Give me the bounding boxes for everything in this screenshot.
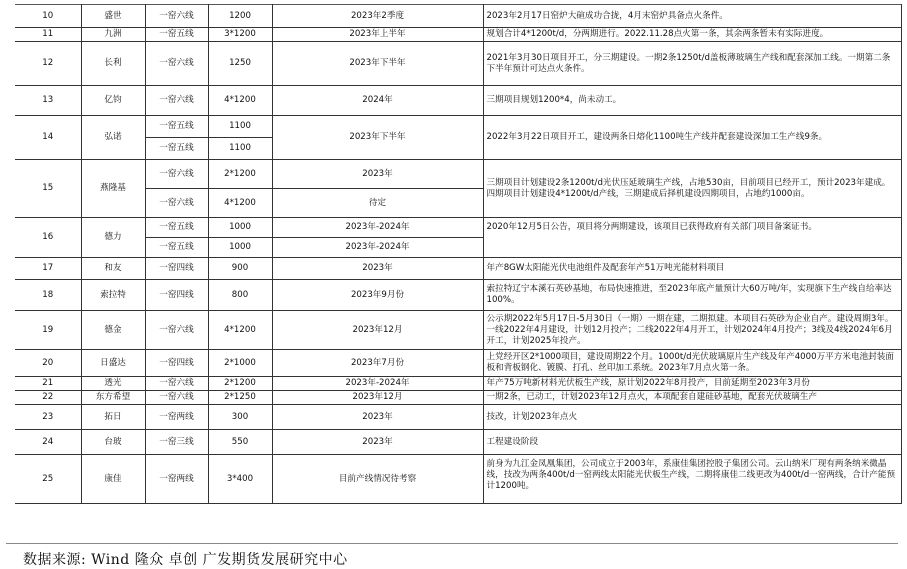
project-note: 前身为九江金凤凰集团，公司成立于2003年，系康佳集团控股子集团公司。云山纳米厂现有两条纳米微晶线，技改为两条400t/d一窑两线太阳能光伏板生产线，二期将康佳二线更改为400t/d一窑两线，合计产能预计1200吨。: [483, 455, 901, 504]
company-name: 拓日: [81, 405, 145, 430]
project-note: 规划合计4*1200t/d，分两期进行。2022.11.28点火第一条，其余两条暂未有实际进度。: [483, 28, 901, 42]
project-note: 三期项目规划1200*4，尚未动工。: [483, 86, 901, 116]
row-number: 15: [15, 160, 81, 218]
table-row: [15, 455, 901, 504]
company-name: 东方希望: [81, 391, 145, 405]
ignition-time: 待定: [272, 189, 483, 218]
capacity: 1100: [208, 138, 272, 160]
glass-capacity-table: [15, 4, 902, 504]
row-number: 13: [15, 86, 81, 116]
company-name: 康佳: [81, 455, 145, 504]
capacity: 1100: [208, 116, 272, 138]
table-row: [15, 160, 901, 189]
row-number: 11: [15, 28, 81, 42]
ignition-time: 2023年-2024年: [272, 218, 483, 238]
line-type: 一窑六线: [145, 86, 208, 116]
project-note: 索拉特辽宁本溪石英砂基地，布局快速推进，至2023年底产量预计大60万吨/年，实现旗下生产线自给率达100%。: [483, 280, 901, 311]
table-row: [15, 405, 901, 430]
ignition-time: 2023年9月份: [272, 280, 483, 311]
ignition-time: 2023年-2024年: [272, 377, 483, 391]
capacity: 550: [208, 430, 272, 455]
row-number: 16: [15, 218, 81, 258]
company-name: 亿钧: [81, 86, 145, 116]
line-type: 一窑两线: [145, 405, 208, 430]
company-name: 盛世: [81, 5, 145, 28]
table-row: [15, 280, 901, 311]
project-note: 年产75万吨新材料光伏板生产线，原计划2022年8月投产，目前延期至2023年3月份: [483, 377, 901, 391]
ignition-time: 2023年: [272, 430, 483, 455]
project-note: 一期2条，已动工，计划2023年12月点火，本项配套自建硅砂基地，配套光伏玻璃生产: [483, 391, 901, 405]
ignition-time: 2023年上半年: [272, 28, 483, 42]
company-name: 台玻: [81, 430, 145, 455]
ignition-time: 2023年7月份: [272, 350, 483, 377]
project-note: 2022年3月22日项目开工，建设两条日熔化1100吨生产线并配套建设深加工生产线9条。: [483, 116, 901, 160]
table-row: [15, 430, 901, 455]
capacity: 3*1200: [208, 28, 272, 42]
line-type: 一窑五线: [145, 116, 208, 138]
row-number: 12: [15, 42, 81, 86]
row-number: 20: [15, 350, 81, 377]
project-note: 2023年2月17日窑炉大碹成功合拢，4月末窑炉具备点火条件。: [483, 5, 901, 28]
project-note: 公示期2022年5月17日-5月30日（一期）一期在建，二期拟建。本项目石英砂为企业自产。建设周期3年。一线2022年4月建设，计划12月投产；二线2022年4月开工，计划2024年4月投产；3线及4线2024年6月开工，计划2025年投产。: [483, 311, 901, 350]
ignition-time: 2023年: [272, 258, 483, 280]
row-number: 23: [15, 405, 81, 430]
footer-divider: [6, 543, 898, 544]
company-name: 透光: [81, 377, 145, 391]
capacity: 4*1200: [208, 86, 272, 116]
line-type: 一窑六线: [145, 160, 208, 189]
company-name: 日盛达: [81, 350, 145, 377]
capacity: 2*1000: [208, 350, 272, 377]
ignition-time: 2023年: [272, 160, 483, 189]
capacity: 2*1200: [208, 377, 272, 391]
project-note: 工程建设阶段: [483, 430, 901, 455]
table-row: [15, 116, 901, 138]
capacity: 300: [208, 405, 272, 430]
line-type: 一窑四线: [145, 280, 208, 311]
row-number: 21: [15, 377, 81, 391]
capacity: 2*1250: [208, 391, 272, 405]
row-number: 14: [15, 116, 81, 160]
capacity: 1000: [208, 218, 272, 238]
company-name: 弘诺: [81, 116, 145, 160]
line-type: 一窑四线: [145, 350, 208, 377]
line-type: 一窑六线: [145, 189, 208, 218]
table-row: [15, 42, 901, 86]
line-type: 一窑四线: [145, 258, 208, 280]
project-note: 年产8GW太阳能光伏电池组件及配套年产51万吨光能材料项目: [483, 258, 901, 280]
company-name: 德力: [81, 218, 145, 258]
ignition-time: 2023年12月: [272, 391, 483, 405]
line-type: 一窑三线: [145, 430, 208, 455]
line-type: 一窑六线: [145, 5, 208, 28]
project-note: 三期项目计划建设2条1200t/d光伏压延玻璃生产线，占地530亩，目前项目已经开工，预计2023年建成。四期项目计划建设4*1200t/d产线，三期建成后择机建设四期项目，占地约1000亩。: [483, 160, 901, 218]
row-number: 24: [15, 430, 81, 455]
row-number: 10: [15, 5, 81, 28]
capacity: 1250: [208, 42, 272, 86]
data-source-note: 数据来源: Wind 隆众 卓创 广发期货发展研究中心: [23, 552, 348, 568]
ignition-time: 目前产线情况待考察: [272, 455, 483, 504]
company-name: 和友: [81, 258, 145, 280]
line-type: 一窑六线: [145, 42, 208, 86]
row-number: 19: [15, 311, 81, 350]
company-name: 索拉特: [81, 280, 145, 311]
row-number: 22: [15, 391, 81, 405]
table-row: [15, 86, 901, 116]
table-row: [15, 311, 901, 350]
line-type: 一窑五线: [145, 138, 208, 160]
project-note: 2020年12月5日公告，项目将分两期建设，该项目已获得政府有关部门项目备案证书。: [483, 218, 901, 258]
line-type: 一窑五线: [145, 218, 208, 238]
ignition-time: 2023年: [272, 405, 483, 430]
company-name: 长利: [81, 42, 145, 86]
company-name: 燕隆基: [81, 160, 145, 218]
capacity: 800: [208, 280, 272, 311]
company-name: 德金: [81, 311, 145, 350]
table-row: [15, 28, 901, 42]
table-row: [15, 218, 901, 238]
line-type: 一窑五线: [145, 28, 208, 42]
table-row: [15, 5, 901, 28]
line-type: 一窑六线: [145, 311, 208, 350]
ignition-time: 2023年12月: [272, 311, 483, 350]
ignition-time: 2023年-2024年: [272, 238, 483, 258]
table-row: [15, 391, 901, 405]
row-number: 25: [15, 455, 81, 504]
ignition-time: 2024年: [272, 86, 483, 116]
capacity: 1200: [208, 5, 272, 28]
ignition-time: 2023年下半年: [272, 116, 483, 160]
table-row: [15, 350, 901, 377]
row-number: 17: [15, 258, 81, 280]
capacity: 4*1200: [208, 189, 272, 218]
capacity: 4*1200: [208, 311, 272, 350]
table-row: [15, 258, 901, 280]
line-type: 一窑两线: [145, 455, 208, 504]
table-row: [15, 377, 901, 391]
line-type: 一窑五线: [145, 238, 208, 258]
project-note: 2021年3月30日项目开工，分三期建设。一期2条1250t/d盖板薄玻璃生产线和配套深加工线。一期第二条下半年预计可达点火条件。: [483, 42, 901, 86]
capacity: 2*1200: [208, 160, 272, 189]
company-name: 九洲: [81, 28, 145, 42]
capacity: 1000: [208, 238, 272, 258]
ignition-time: 2023年下半年: [272, 42, 483, 86]
project-note: 上党经开区2*1000项目，建设周期22个月。1000t/d光伏玻璃原片生产线及年产4000万平方米电池封装面板和背板钢化、镀膜、打孔、丝印加工系统。2023年7月点火第一条。: [483, 350, 901, 377]
ignition-time: 2023年2季度: [272, 5, 483, 28]
row-number: 18: [15, 280, 81, 311]
project-note: 技改，计划2023年点火: [483, 405, 901, 430]
line-type: 一窑六线: [145, 391, 208, 405]
capacity: 3*400: [208, 455, 272, 504]
line-type: 一窑六线: [145, 377, 208, 391]
capacity: 900: [208, 258, 272, 280]
